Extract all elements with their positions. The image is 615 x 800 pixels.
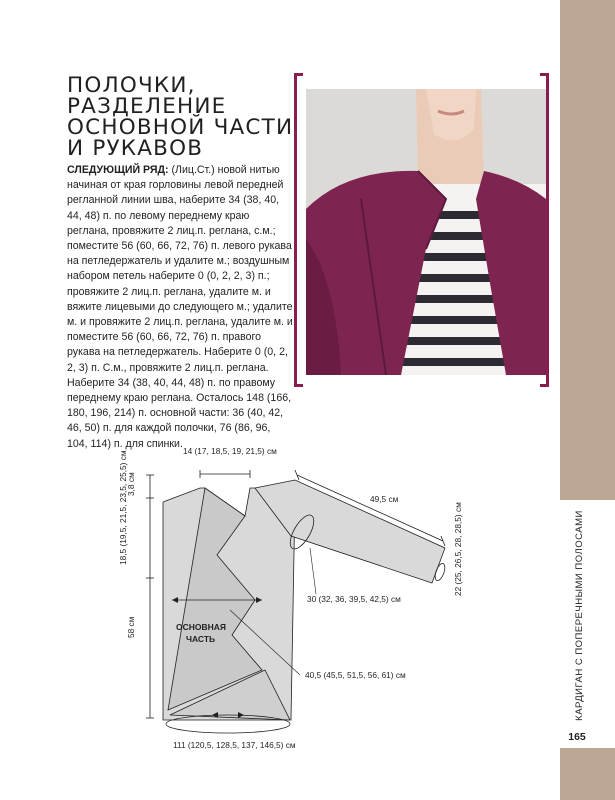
schema-body — [163, 488, 295, 720]
neck-depth-label: 3,8 см — [126, 472, 136, 496]
body-length-label: 58 см — [126, 616, 136, 638]
hem-circumference-label: 111 (120,5, 128,5, 137, 146,5) см — [173, 740, 296, 750]
neck-width-label: 14 (17, 18,5, 19, 21,5) см — [183, 446, 277, 456]
instruction-lead: СЛЕДУЮЩИЙ РЯД: — [67, 164, 169, 176]
title-line: ОСНОВНОЙ ЧАСТИ — [67, 115, 294, 140]
front-width-label: 40,5 (45,5, 51,5, 56, 61) см — [305, 670, 406, 680]
sleeve-length-label: 49,5 см — [370, 494, 399, 504]
side-decor-bottom — [560, 748, 615, 800]
title-line: ПОЛОЧКИ, — [67, 73, 196, 98]
cardigan-photo — [306, 89, 546, 375]
side-decor-top — [560, 0, 615, 500]
instruction-text: (Лиц.Ст.) новой нитью начиная от края горловины левой передней регланной линии шва, наберите 34 (38, 40, 44, 48) п. по левому переднему краю реглана, провяжите 2 лиц.п. реглана, с.м.; поместите 56 (60, 66, 72, 76) п. левого рукава на петледержатель и удалите м.; воздушным набором петель наберите 0 (0, 2, 2, 3) п.; провяжите 2 лиц.п. реглана, удалите м. и вяжите лицевыми до следующего м.; удалите м. и провяжите 2 лиц.п. реглана, удалите м. и поместите 56 (60, 66, 72, 76) п. правого рукава на петледержатель. Наберите 0 (0, 2, 2, 3) п. С.м., провяжите 2 лиц.п. реглана. Наберите 34 (38, 40, 44, 48) п. по правому переднему краю реглана. Осталось 148 (166, 180, 196, 214) п. основной части: 36 (40, 42, 46, 50) п. для каждой полочки, 76 (86, 96, 104, 114) п. для спинки. — [67, 164, 293, 450]
title-line: И РУКАВОВ — [67, 136, 204, 161]
running-section-label — [564, 500, 594, 730]
section-title — [67, 75, 292, 159]
running-section-text: КАРДИГАН С ПОПЕРЕЧНЫМИ ПОЛОСАМИ — [573, 509, 585, 721]
page-number: 165 — [568, 731, 586, 743]
garment-schema — [0, 430, 560, 760]
cuff-width-label: 22 (25, 26,5, 28, 28,5) см — [453, 502, 463, 596]
body-label-2: ЧАСТЬ — [186, 634, 216, 644]
instruction-paragraph — [67, 163, 293, 452]
body-label-1: ОСНОВНАЯ — [176, 622, 227, 632]
upper-arm-label: 30 (32, 36, 39,5, 42,5) см — [307, 594, 401, 604]
photo-bracket-left — [294, 73, 303, 387]
photo-illustration — [306, 89, 546, 375]
title-line: РАЗДЕЛЕНИЕ — [67, 94, 227, 119]
armhole-depth-label: 18,5 (19,5, 21,5, 23,5, 25,5) см — [118, 450, 128, 565]
